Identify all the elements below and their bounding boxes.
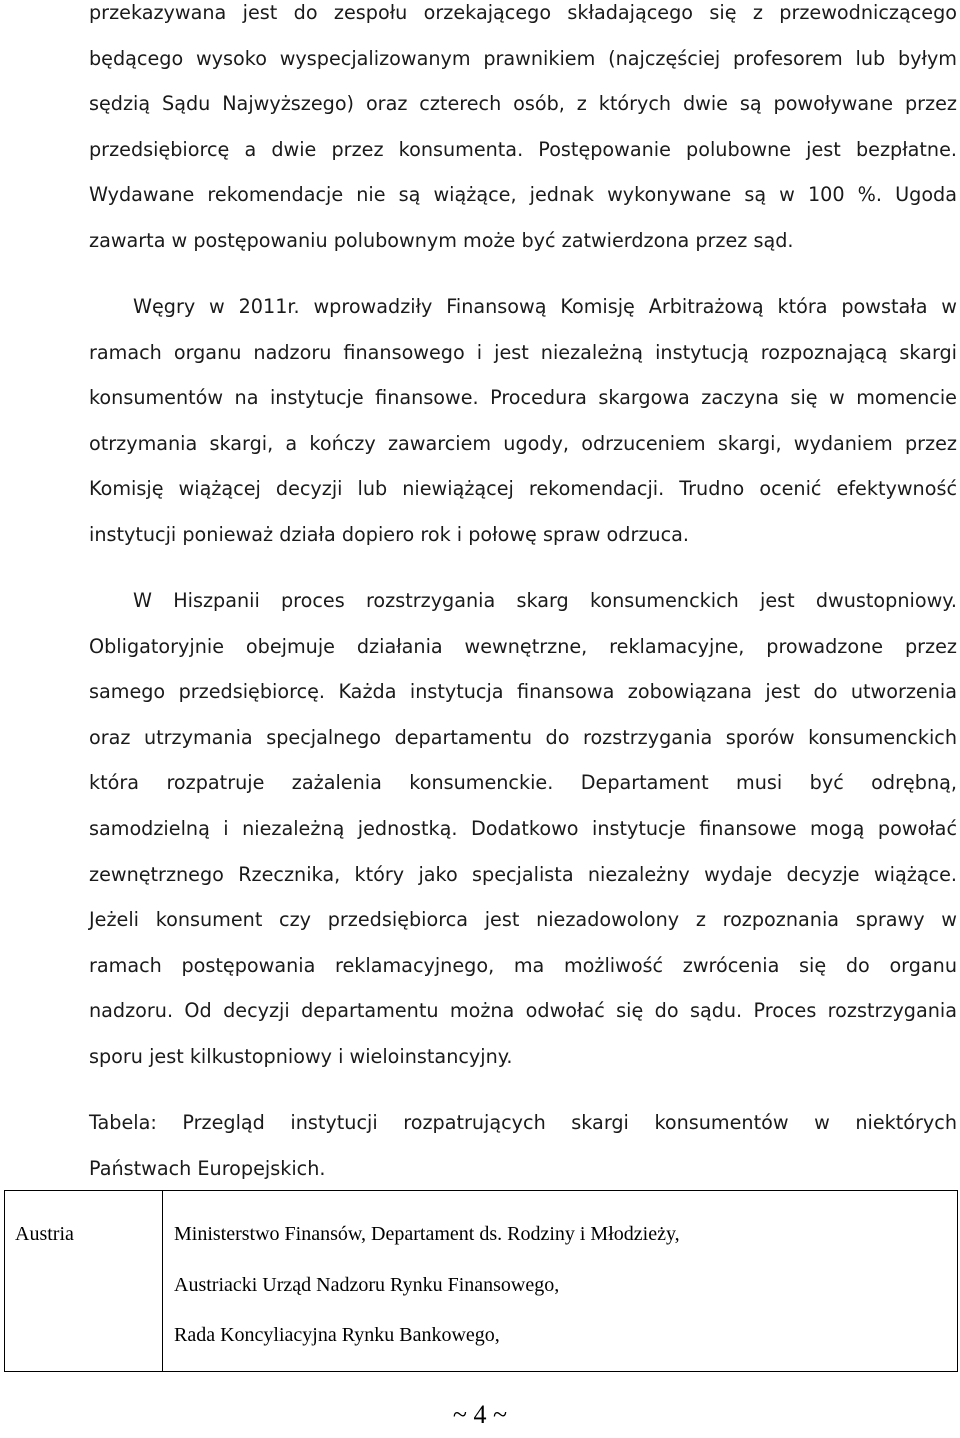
paragraph-arbitration-panel xyxy=(89,0,957,264)
text-line: sporu jest kilkustopniowy i wieloinstancyjny. xyxy=(89,1044,513,1068)
table-cell-country: Austria xyxy=(15,1223,74,1245)
text-line: Obligatoryjnie obejmuje działania wewnętrzne, reklamacyjne, prowadzone przez xyxy=(89,634,957,658)
text-line: nadzoru. Od decyzji departamentu można odwołać się do sądu. Proces rozstrzygania xyxy=(89,999,957,1023)
table-caption xyxy=(89,1100,957,1191)
text-line: samego przedsiębiorcę. Każda instytucja finansowa zobowiązana jest do utworzenia xyxy=(89,680,957,704)
text-line: samodzielną i niezależną jednostką. Dodatkowo instytucje finansowe mogą powołać xyxy=(89,816,957,840)
text-line: przekazywana jest do zespołu orzekającego składającego się z przewodniczącego xyxy=(89,1,957,24)
text-line: będącego wysoko wyspecjalizowanym prawnikiem (najczęściej profesorem lub byłym xyxy=(89,46,957,70)
table-column-divider xyxy=(162,1191,163,1371)
institutions-table xyxy=(4,1190,958,1372)
text-line: Komisję wiążącej decyzji lub niewiążącej rekomendacji. Trudno ocenić efektywność xyxy=(89,477,957,501)
text-line: Węgry w 2011r. wprowadziły Finansową Komisję Arbitrażową która powstała w xyxy=(133,295,957,318)
table-cell-institution: Ministerstwo Finansów, Departament ds. Rodziny i Młodzieży, xyxy=(174,1223,680,1245)
text-line: instytucji ponieważ działa dopiero rok i połowę spraw odrzuca. xyxy=(89,522,690,546)
page-number: ~ 4 ~ xyxy=(452,1400,508,1429)
text-line: otrzymania skargi, a kończy zawarciem ugody, odrzuceniem skargi, wydaniem przez xyxy=(89,431,957,455)
text-line: W Hiszpanii proces rozstrzygania skarg konsumenckich jest dwustopniowy. xyxy=(133,589,957,612)
text-line: Wydawane rekomendacje nie są wiążące, jednak wykonywane są w 100 %. Ugoda xyxy=(89,183,957,207)
text-line: Tabela: Przegląd instytucji rozpatrujących skargi konsumentów w niektórych xyxy=(89,1111,957,1134)
text-line: ramach organu nadzoru finansowego i jest niezależną instytucją rozpoznającą skargi xyxy=(89,340,957,364)
text-line: przedsiębiorcę a dwie przez konsumenta. Postępowanie polubowne jest bezpłatne. xyxy=(89,137,957,161)
text-line: Państwach Europejskich. xyxy=(89,1156,326,1180)
text-line: oraz utrzymania specjalnego departamentu do rozstrzygania sporów konsumenckich xyxy=(89,725,957,749)
paragraph-hungary xyxy=(89,284,957,558)
table-cell-institution: Austriacki Urząd Nadzoru Rynku Finansowego, xyxy=(174,1274,560,1296)
text-line: Jeżeli konsument czy przedsiębiorca jest niezadowolony z rozpoznania sprawy w xyxy=(89,908,957,932)
text-line: która rozpatruje zażalenia konsumenckie. Departament musi być odrębną, xyxy=(89,771,957,795)
table-cell-institution: Rada Koncyliacyjna Rynku Bankowego, xyxy=(174,1324,500,1346)
text-line: ramach postępowania reklamacyjnego, ma możliwość zwrócenia się do organu xyxy=(89,953,957,977)
text-line: sędzią Sądu Najwyższego) oraz czterech osób, z których dwie są powoływane przez xyxy=(89,92,957,116)
paragraph-spain xyxy=(89,578,957,1080)
text-line: zawarta w postępowaniu polubownym może być zatwierdzona przez sąd. xyxy=(89,228,794,252)
text-line: konsumentów na instytucje finansowe. Procedura skargowa zaczyna się w momencie xyxy=(89,386,957,410)
text-line: zewnętrznego Rzecznika, który jako specjalista niezależny wydaje decyzje wiążące. xyxy=(89,862,957,886)
